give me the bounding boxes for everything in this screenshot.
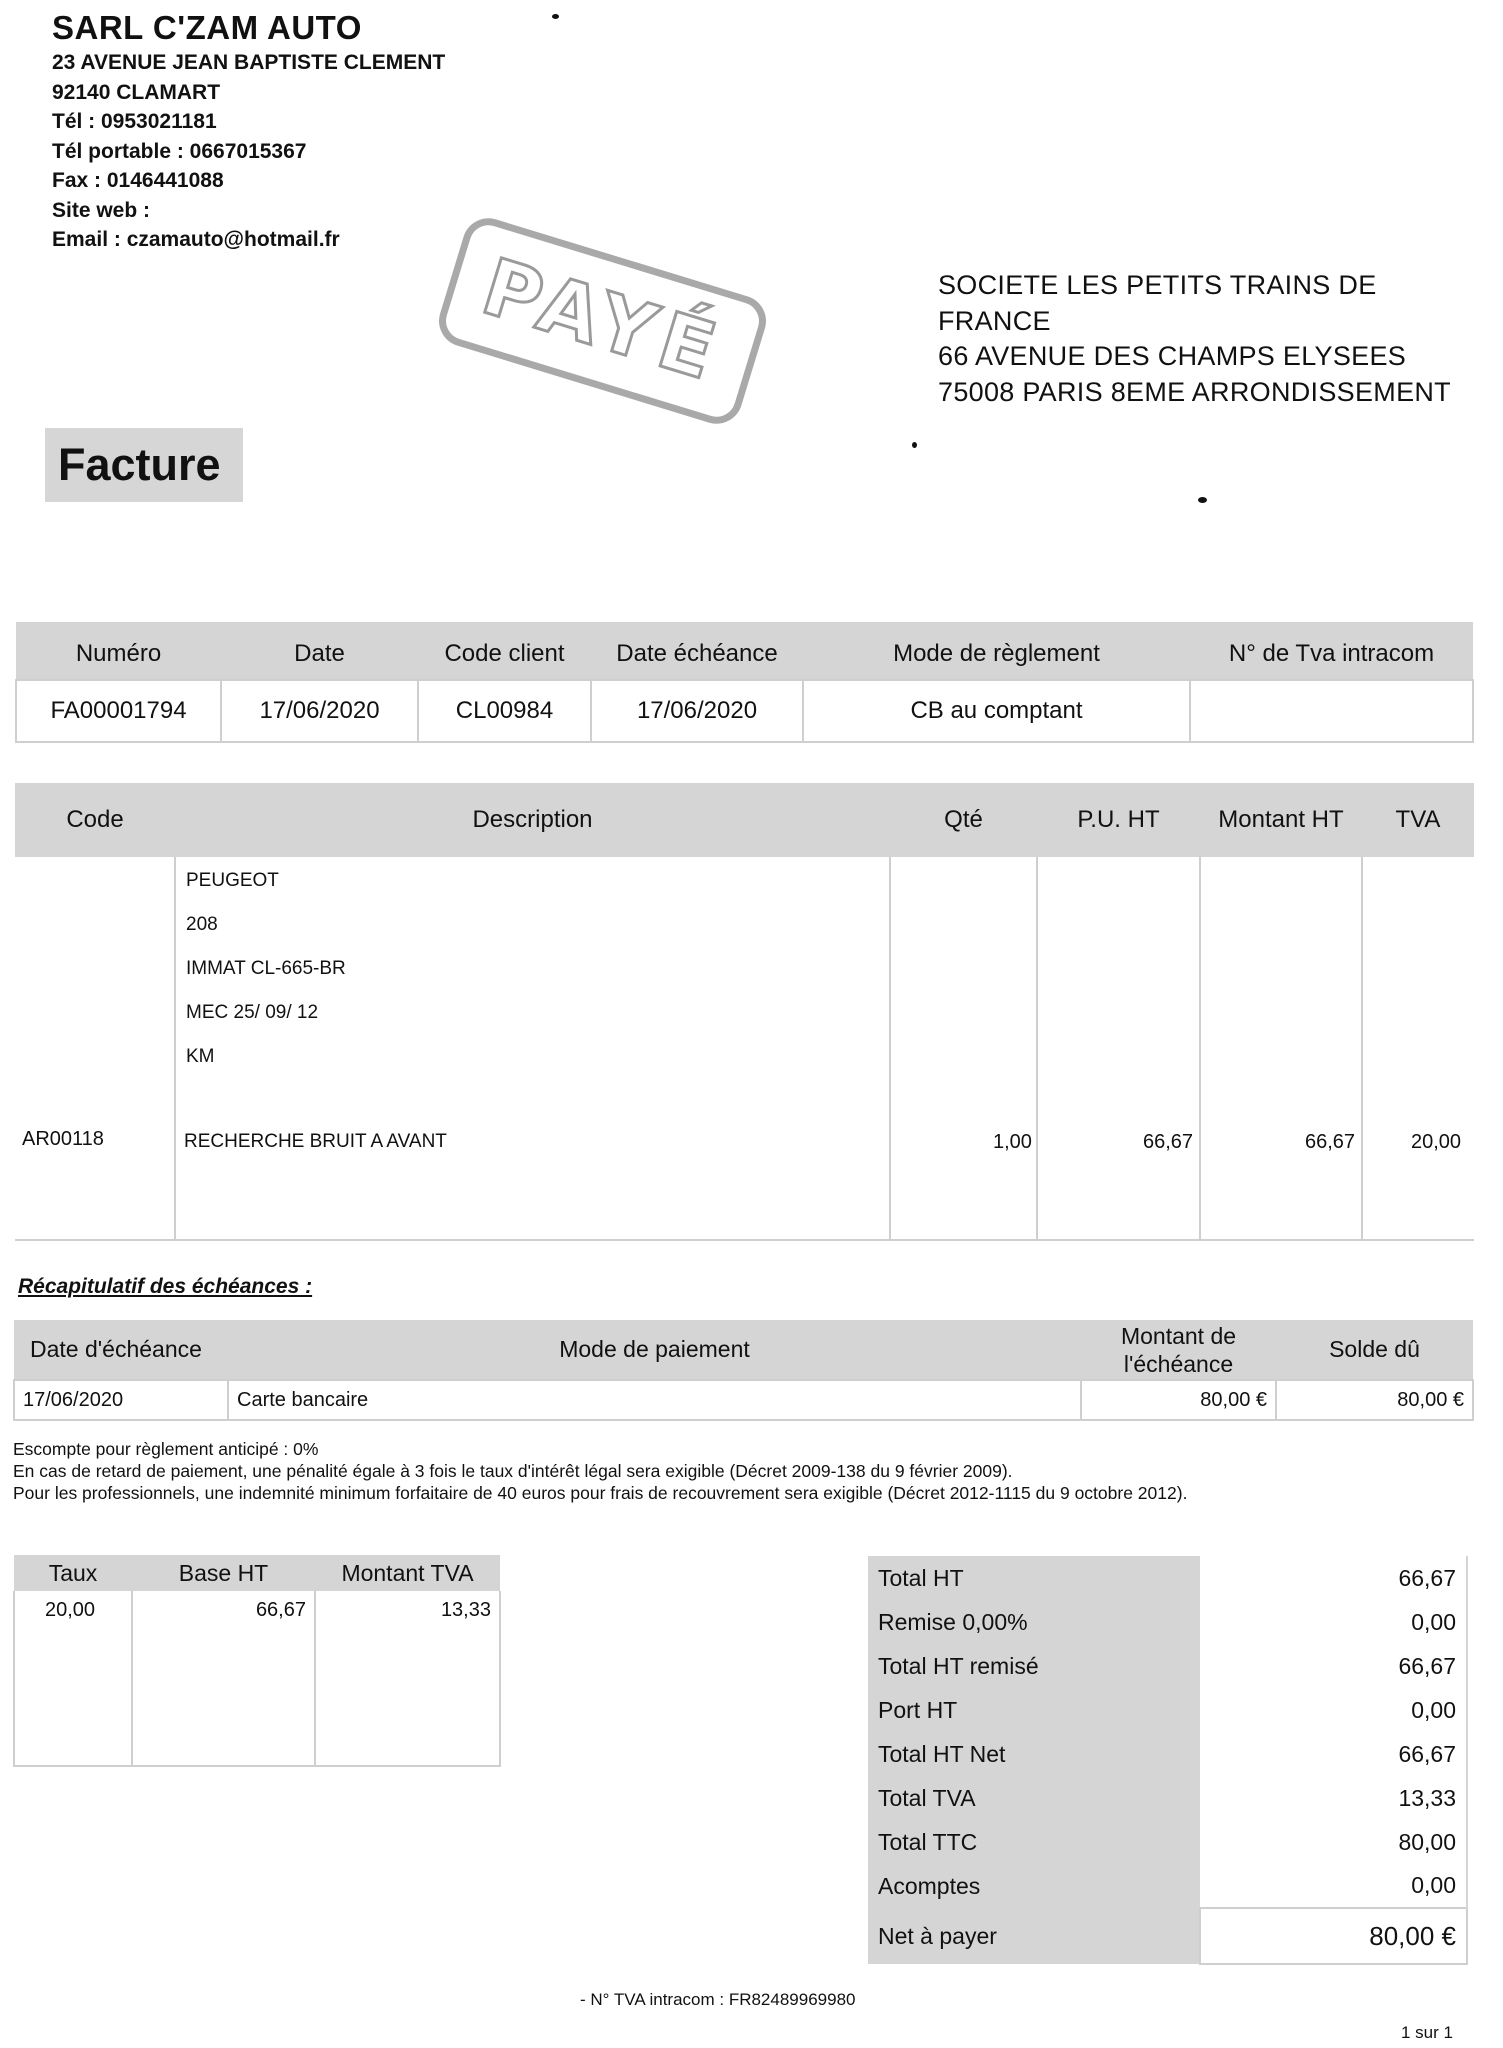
client-code: CL00984 [418,680,591,742]
shipping-label: Port HT [868,1688,1200,1732]
recap-payment-mode: Carte bancaire [228,1380,1081,1420]
discount-label: Remise 0,00% [868,1600,1200,1644]
header-code: Code [15,783,175,857]
invoice-info-header [16,622,1473,680]
deposits-label: Acomptes [868,1864,1200,1908]
recipient-line: 75008 PARIS 8EME ARRONDISSEMENT [938,376,1451,407]
header-tva-intracom: N° de Tva intracom [1190,622,1473,680]
paid-stamp-text: PAYÉ [472,242,733,400]
recap-row [14,1380,1473,1420]
total-vat-value: 13,33 [1200,1776,1467,1820]
header-payment-mode: Mode de paiement [228,1320,1081,1380]
legal-late-penalty: En cas de retard de paiement, une pénalité égale à 3 fois le taux d'intérêt légal sera exigible (Décret 2009-138 du 9 février 2009). [13,1461,1013,1481]
vat-table [13,1555,501,1767]
total-ht-value: 66,67 [1200,1556,1467,1600]
legal-recovery-fee: Pour les professionnels, une indemnité minimum forfaitaire de 40 euros pour frais de recouvrement sera exigible (Décret 2012-1115 du 9 octobre 2012). [13,1483,1188,1503]
net-to-pay-row [868,1908,1467,1964]
recipient-line: 66 AVENUE DES CHAMPS ELYSEES [938,341,1407,371]
total-ttc-value: 80,00 [1200,1820,1467,1864]
header-balance-due: Solde dû [1276,1320,1473,1380]
header-base-ht: Base HT [132,1555,315,1591]
code-cell [15,857,175,1240]
totals-row [868,1644,1467,1688]
company-city: 92140 CLAMART [52,80,221,104]
vat-row [14,1591,500,1766]
footer-vat-number: - N° TVA intracom : FR82489969980 [580,1990,856,2009]
deposits-value: 0,00 [1200,1864,1467,1908]
vehicle-line: KM [186,1046,215,1067]
totals-row [868,1732,1467,1776]
total-ht-net-value: 66,67 [1200,1732,1467,1776]
due-date: 17/06/2020 [591,680,803,742]
document-title: Facture [58,439,221,490]
header-rate: Taux [14,1555,132,1591]
total-ttc-label: Total TTC [868,1820,1200,1864]
vehicle-line: MEC 25/ 09/ 12 [186,1002,319,1023]
legal-discount: Escompte pour règlement anticipé : 0% [13,1439,319,1459]
totals-row [868,1820,1467,1864]
invoice-info-row [16,680,1473,742]
payment-mode: CB au comptant [803,680,1190,742]
amount-cell [1200,857,1362,1240]
company-phone: Tél : 0953021181 [52,110,217,133]
header-description: Description [175,783,890,857]
recap-table [13,1320,1474,1421]
item-qty: 1,00 [993,1131,1032,1153]
shipping-value: 0,00 [1200,1688,1467,1732]
total-ht-discounted-value: 66,67 [1200,1644,1467,1688]
lines-header [15,783,1474,857]
net-to-pay-label: Net à payer [868,1908,1200,1964]
recap-header [14,1320,1473,1380]
tva-cell [1362,857,1474,1240]
company-website: Site web : [52,198,151,222]
header-tva: TVA [1362,783,1474,857]
header-installment-amount: Montant de l'échéance [1081,1320,1276,1380]
recipient-line: FRANCE [938,305,1051,336]
document-title-box [45,428,243,502]
unit-price-cell [1037,857,1200,1240]
scan-speck [912,442,917,448]
invoice-date: 17/06/2020 [221,680,418,742]
item-unit-price: 66,67 [1143,1131,1194,1153]
invoice-lines-table [15,783,1474,1241]
header-qty: Qté [890,783,1037,857]
vat-rate: 20,00 [14,1591,132,1766]
invoice-number: FA00001794 [16,680,221,742]
totals-row [868,1776,1467,1820]
header-amount-ht: Montant HT [1200,783,1362,857]
net-to-pay-value: 80,00 € [1200,1908,1467,1964]
vat-base: 66,67 [132,1591,315,1766]
total-ht-net-label: Total HT Net [868,1732,1200,1776]
recipient-line: SOCIETE LES PETITS TRAINS DE [938,270,1377,300]
lines-body [15,857,1474,1240]
item-vat: 20,00 [1411,1131,1462,1153]
invoice-info-table [15,622,1474,743]
company-info [52,8,445,255]
header-unit-price: P.U. HT [1037,783,1200,857]
paid-stamp [433,212,773,430]
tva-intracom [1190,680,1473,742]
header-code-client: Code client [418,622,591,680]
vehicle-line: 208 [186,914,218,935]
totals-row [868,1600,1467,1644]
totals-row [868,1688,1467,1732]
total-vat-label: Total TVA [868,1776,1200,1820]
vehicle-line: PEUGEOT [186,870,279,891]
totals-row [868,1556,1467,1600]
qty-cell [890,857,1037,1240]
header-due-date: Date d'échéance [14,1320,228,1380]
recap-balance-due: 80,00 € [1276,1380,1473,1420]
company-address: 23 AVENUE JEAN BAPTISTE CLEMENT [52,51,446,74]
company-fax: Fax : 0146441088 [52,169,224,192]
total-ht-label: Total HT [868,1556,1200,1600]
header-date-echeance: Date échéance [591,622,803,680]
vat-header [14,1555,500,1591]
header-vat-amount: Montant TVA [315,1555,500,1591]
company-name: SARL C'ZAM AUTO [52,9,362,46]
scan-speck [552,14,559,19]
company-email: Email : czamauto@hotmail.fr [52,228,340,251]
discount-value: 0,00 [1200,1600,1467,1644]
totals-table [868,1556,1468,1965]
vat-amount: 13,33 [315,1591,500,1766]
header-mode-reglement: Mode de règlement [803,622,1190,680]
recap-title: Récapitulatif des échéances : [18,1275,313,1298]
legal-notice [13,1438,1187,1504]
vehicle-line: IMMAT CL-665-BR [186,958,346,979]
totals-row [868,1864,1467,1908]
header-date: Date [221,622,418,680]
header-numero: Numéro [16,622,221,680]
item-description: RECHERCHE BRUIT A AVANT [184,1131,447,1152]
page-number: 1 sur 1 [1401,2023,1453,2042]
total-ht-discounted-label: Total HT remisé [868,1644,1200,1688]
item-code: AR00118 [22,1128,104,1150]
description-cell [175,857,890,1240]
item-amount: 66,67 [1305,1131,1356,1153]
recap-due-date: 17/06/2020 [14,1380,228,1420]
company-mobile: Tél portable : 0667015367 [52,139,307,163]
scan-speck [1198,497,1207,503]
recipient-address [938,268,1451,410]
recap-installment-amount: 80,00 € [1081,1380,1276,1420]
